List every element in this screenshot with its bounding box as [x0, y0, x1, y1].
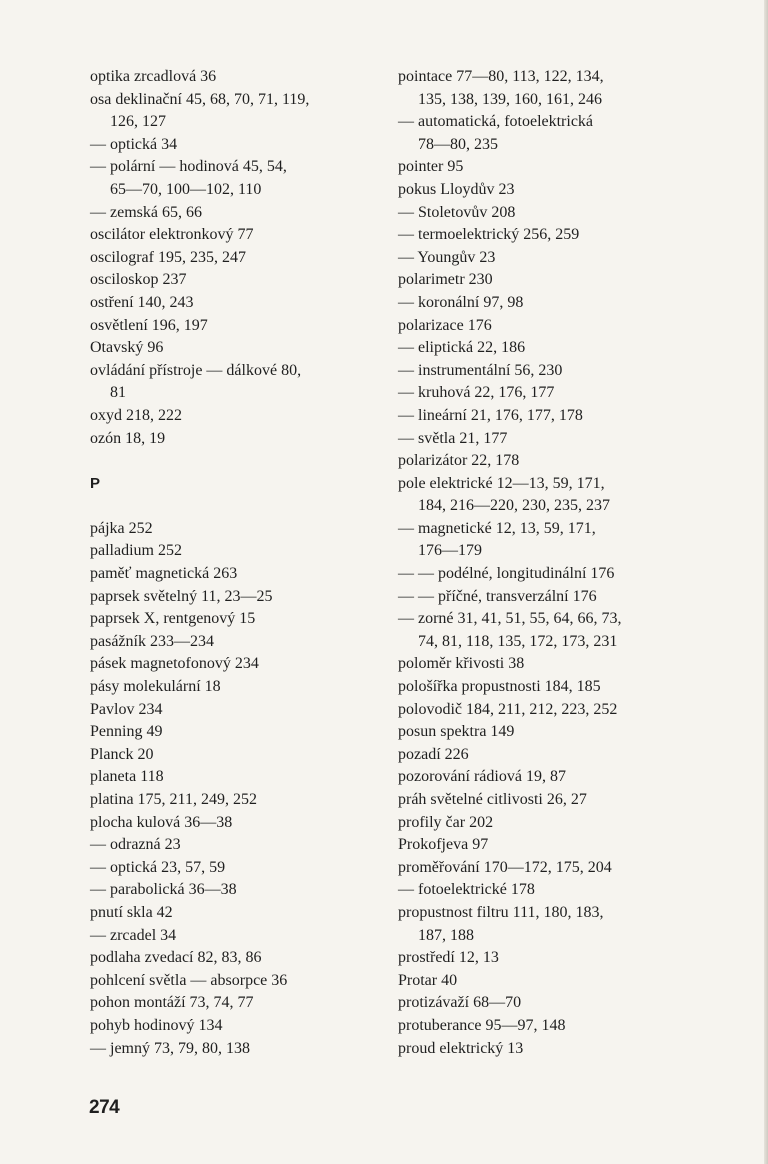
index-entry: — zemská 65, 66: [90, 203, 202, 221]
index-entry: pozadí 226: [398, 745, 469, 763]
index-entry-continuation: 176—179: [418, 542, 482, 560]
index-entry: pásy molekulární 18: [90, 678, 221, 696]
index-entry: optika zrcadlová 36: [90, 68, 217, 85]
index-entry: pole elektrické 12—13, 59, 171,: [398, 474, 605, 492]
index-entry: pohyb hodinový 134: [90, 1016, 223, 1034]
index-entry: pointace 77—80, 113, 122, 134,: [398, 68, 604, 85]
index-entry: palladium 252: [90, 542, 182, 560]
index-entry: paprsek X, rentgenový 15: [90, 610, 256, 628]
section-heading: P: [90, 474, 101, 492]
index-entry: planeta 118: [90, 768, 164, 786]
index-entry: osvětlení 196, 197: [90, 316, 208, 334]
index-entry: — — podélné, longitudinální 176: [398, 565, 615, 583]
index-entry: pohon montáží 73, 74, 77: [90, 994, 254, 1012]
index-entry-continuation: 184, 216—220, 230, 235, 237: [418, 497, 610, 515]
index-entry: pájka 252: [90, 519, 153, 537]
index-entry: oscilátor elektronkový 77: [90, 226, 254, 244]
index-entry: oscilograf 195, 235, 247: [90, 248, 246, 266]
index-entry: osa deklinační 45, 68, 70, 71, 119,: [90, 90, 310, 108]
index-entry: polarizace 176: [398, 316, 492, 334]
index-entry-continuation: 65—70, 100—102, 110: [110, 180, 262, 198]
index-entry: — magnetické 12, 13, 59, 171,: [398, 519, 596, 537]
index-entry: platina 175, 211, 249, 252: [90, 791, 257, 808]
index-entry: podlaha zvedací 82, 83, 86: [90, 949, 262, 967]
index-entry: poloměr křivosti 38: [398, 655, 525, 673]
index-entry: — kruhová 22, 176, 177: [398, 384, 555, 402]
index-entry: — parabolická 36—38: [90, 881, 237, 899]
index-entry: plocha kulová 36—38: [90, 813, 233, 831]
index-entry: — koronální 97, 98: [398, 293, 524, 311]
index-entry: oxyd 218, 222: [90, 406, 182, 424]
index-entry: protuberance 95—97, 148: [398, 1016, 566, 1034]
index-entry-continuation: 126, 127: [110, 113, 166, 131]
index-entry: pnutí skla 42: [90, 903, 173, 921]
index-entry: práh světelné citlivosti 26, 27: [398, 791, 587, 808]
index-entry: posun spektra 149: [398, 723, 515, 741]
index-entry: Otavský 96: [90, 339, 164, 357]
index-entry: — Stoletovův 208: [398, 203, 516, 221]
index-entry: — polární — hodinová 45, 54,: [90, 158, 287, 176]
index-entry: polovodič 184, 211, 212, 223, 252: [398, 700, 618, 718]
index-entry: pasážník 233—234: [90, 632, 214, 650]
index-entry: pokus Lloydův 23: [398, 180, 515, 198]
index-entry: pásek magnetofonový 234: [90, 655, 259, 673]
page-edge: [764, 0, 768, 1164]
index-entry: — optická 34: [90, 135, 178, 153]
index-entry: pohlcení světla — absorpce 36: [90, 971, 288, 989]
index-entry: — světla 21, 177: [398, 429, 508, 447]
index-entry: paprsek světelný 11, 23—25: [90, 587, 273, 605]
index-entry: ostření 140, 243: [90, 293, 194, 311]
index-entry: pointer 95: [398, 158, 464, 176]
index-entry: ovládání přístroje — dálkové 80,: [90, 361, 302, 379]
index-entry: profily čar 202: [398, 813, 494, 831]
index-entry: polarizátor 22, 178: [398, 452, 520, 470]
index-entry: — jemný 73, 79, 80, 138: [90, 1039, 250, 1057]
index-entry: — odrazná 23: [90, 836, 181, 854]
index-entry: — eliptická 22, 186: [398, 339, 526, 357]
index-entry: pološířka propustnosti 184, 185: [398, 678, 601, 696]
index-entry-continuation: 74, 81, 118, 135, 172, 173, 231: [418, 632, 618, 650]
index-entry-continuation: 187, 188: [418, 926, 474, 944]
index-entry: — termoelektrický 256, 259: [398, 226, 580, 244]
section-gap: [90, 450, 390, 473]
index-entry: — lineární 21, 176, 177, 178: [398, 406, 583, 424]
index-entry: — optická 23, 57, 59: [90, 858, 226, 876]
index-column-right: [398, 66, 738, 1060]
index-entry: — instrumentální 56, 230: [398, 361, 563, 379]
index-entry: — zorné 31, 41, 51, 55, 64, 66, 73,: [398, 610, 622, 628]
index-entry-continuation: 135, 138, 139, 160, 161, 246: [418, 90, 602, 108]
index-entry: — fotoelektrické 178: [398, 881, 535, 899]
index-entry: ozón 18, 19: [90, 429, 166, 447]
index-entry: Planck 20: [90, 745, 154, 763]
index-entry-continuation: 81: [110, 384, 126, 402]
index-entry: — Youngův 23: [398, 248, 496, 266]
index-entry: osciloskop 237: [90, 271, 187, 289]
index-entry: — zrcadel 34: [90, 926, 177, 944]
index-entry: Pavlov 234: [90, 700, 163, 718]
index-entry: Protar 40: [398, 971, 458, 989]
index-entry: pozorování rádiová 19, 87: [398, 768, 566, 786]
index-entry: prostředí 12, 13: [398, 949, 499, 967]
index-entry: protizávaží 68—70: [398, 994, 522, 1012]
index-entry: propustnost filtru 111, 180, 183,: [398, 903, 604, 921]
index-entry: Penning 49: [90, 723, 163, 741]
index-entry: — — příčné, transverzální 176: [398, 587, 597, 605]
index-entry-continuation: 78—80, 235: [418, 135, 498, 153]
index-entry: paměť magnetická 263: [90, 565, 238, 583]
index-entry: Prokofjeva 97: [398, 836, 489, 854]
index-column-left: [90, 66, 390, 1060]
index-entry: proměřování 170—172, 175, 204: [398, 858, 612, 876]
index-entry: polarimetr 230: [398, 271, 493, 289]
index-entry: proud elektrický 13: [398, 1039, 524, 1057]
page-number: 274: [89, 1097, 120, 1118]
section-gap: [90, 495, 390, 518]
index-entry: — automatická, fotoelektrická: [398, 113, 594, 131]
